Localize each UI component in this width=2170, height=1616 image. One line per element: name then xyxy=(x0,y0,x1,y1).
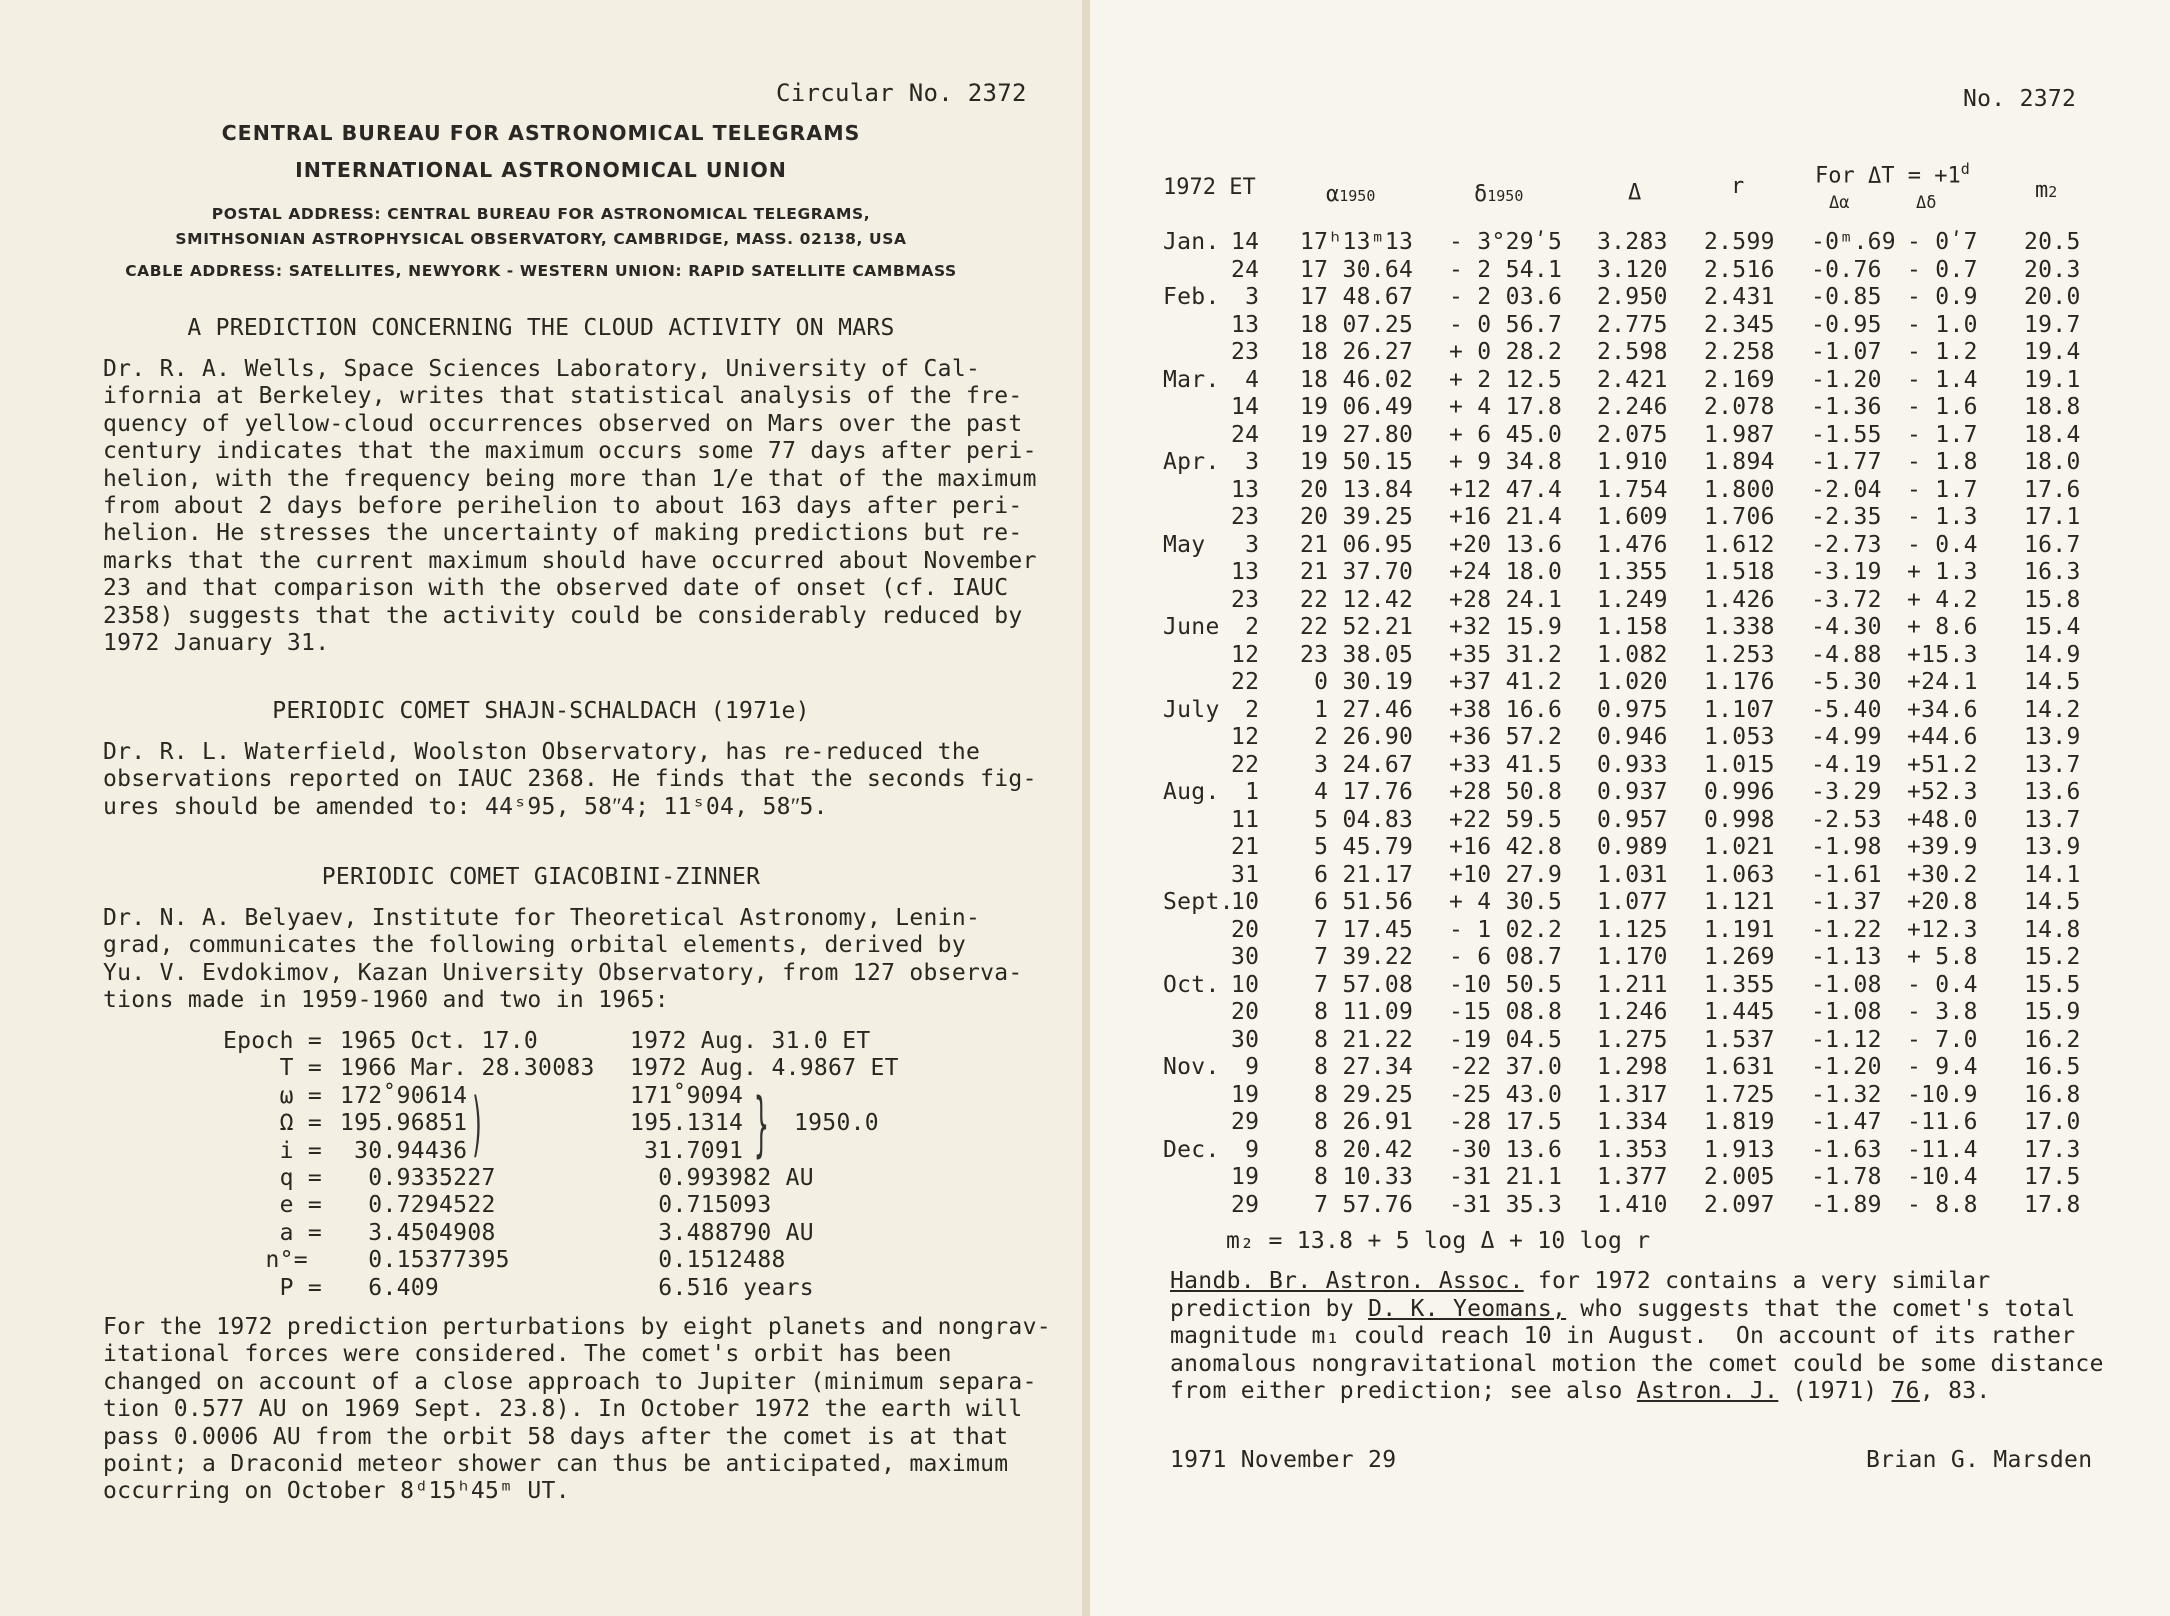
postal-address-line1: POSTAL ADDRESS: CENTRAL BUREAU FOR ASTRONOMICAL TELEGRAMS, xyxy=(211,205,871,223)
orbital-elements-1972: 1972 Aug. 31.0 ET 1972 Aug. 4.9867 ET 171˚9094 195.1314 31.7091 0.993982 AU 0.715093 3.488790 AU 0.1512488 6.516 years xyxy=(630,1028,899,1301)
shajn-section-text: Dr. R. L. Waterfield, Woolston Observatory, has re-reduced the observations reported on IAUC 2368. He finds that the seconds fig- ures should be amended to: 44ˢ95, 58ʺ4; 11ˢ04, 58ʺ5. xyxy=(103,739,1037,820)
ephemeris-dalpha-column: -0ᵐ.69 -0.76 -0.85 -0.95 -1.07 -1.20 -1.36 -1.55 -1.77 -2.04 -2.35 -2.73 -3.19 -3.72 -4.30 -4.88 -5.30 -5.40 -4.99 -4.19 -3.29 -2.53 -1.98 -1.61 -1.37 -1.22 -1.13 -1.08 -1.08 -1.12 -1.20 -1.32 -1.47 -1.63 -1.78 -1.89 xyxy=(1811,229,1896,1218)
header-ddelta: Δδ xyxy=(1916,193,1937,213)
ephemeris-ra-column: 17ʰ13ᵐ13 17 30.64 17 48.67 18 07.25 18 26.27 18 46.02 19 06.49 19 27.80 19 50.15 20 13.84 20 39.25 21 06.95 21 37.70 22 12.42 22 52.21 23 38.05 0 30.19 1 27.46 2 26.90 3 24.67 4 17.76 5 04.83 5 45.79 6 21.17 6 51.56 7 17.45 7 39.22 7 57.08 8 11.09 8 21.22 8 27.34 8 29.25 8 26.91 8 20.42 8 10.33 7 57.76 xyxy=(1300,229,1414,1218)
brace-left: ) xyxy=(470,1083,485,1165)
ephemeris-day-column: 14 24 3 13 23 4 14 24 3 13 23 3 13 23 2 12 22 2 12 22 1 11 21 31 10 20 30 10 20 30 9 19 29 9 19 29 xyxy=(1231,229,1260,1218)
mars-section-text: Dr. R. A. Wells, Space Sciences Laboratory, University of Cal- ifornia at Berkeley, writes that statistical analysis of the fre- quency of yellow-cloud occurrences observed on Mars over the past century indicates that the maximum occurs some 77 days after peri- helion, with the frequency being more than 1/e that of the maximum from about 2 days before perihelion to about 163 days after peri- helion. He stresses the uncertainty of making predictions but re- marks that the current maximum should have occurred about November 23 and that comparison with the observed date of onset (cf. IAUC 2358) suggests that the activity could be considerably reduced by 1972 January 31. xyxy=(103,356,1037,657)
ref-yeomans: D. K. Yeomans, xyxy=(1368,1295,1567,1322)
giacobini-section-title: PERIODIC COMET GIACOBINI-ZINNER xyxy=(321,864,761,890)
header-ra: α1950 xyxy=(1326,182,1376,207)
header-r: r xyxy=(1731,174,1745,199)
closing-note: Handb. Br. Astron. Assoc. for 1972 contains a very similar prediction by D. K. Yeomans, who suggests that the comet's total magnitude m₁ could reach 10 in August. On account of its rather anomalous nongravitational motion the comet could be some distance from either prediction; see also Astron. J. (1971) 76, 83. xyxy=(1170,1268,2104,1404)
closing-text: For the 1972 prediction perturbations by eight planets and nongrav- itational forces were considered. The comet's orbit has been changed on account of a close approach to Jupiter (minimum separa- tion 0.577 AU on 1969 Sept. 23.8). In October 1972 the earth will pass 0.0006 AU from the orbit 58 days after the comet is at that point; a Draconid meteor shower can thus be anticipated, maximum occurring on October 8ᵈ15ʰ45ᵐ UT. xyxy=(103,1314,1051,1505)
ephemeris-m2-column: 20.5 20.3 20.0 19.7 19.4 19.1 18.8 18.4 18.0 17.6 17.1 16.7 16.3 15.8 15.4 14.9 14.5 14.2 13.9 13.7 13.6 13.7 13.9 14.1 14.5 14.8 15.2 15.5 15.9 16.2 16.5 16.8 17.0 17.3 17.5 17.8 xyxy=(2024,229,2081,1218)
ref-handbook: Handb. Br. Astron. Assoc. xyxy=(1170,1268,1524,1294)
shajn-section-title: PERIODIC COMET SHAJN-SCHALDACH (1971e) xyxy=(272,698,810,724)
orbital-elements-1965: 1965 Oct. 17.0 1966 Mar. 28.30083 172˚90614 195.96851 30.94436 0.9335227 0.7294522 3.4504908 0.15377395 6.409 xyxy=(340,1028,595,1301)
header-dalpha: Δα xyxy=(1829,193,1850,213)
header-dec: δ1950 xyxy=(1474,182,1524,207)
header-m2: m2 xyxy=(2035,178,2058,203)
header-delta: Δ xyxy=(1628,180,1642,205)
page-gutter xyxy=(1082,0,1090,1616)
header-for-delta-t: For $\Delta T = +1^d$ xyxy=(1815,160,1970,189)
postal-address-line2: SMITHSONIAN ASTROPHYSICAL OBSERVATORY, CAMBRIDGE, MASS. 02138, USA xyxy=(175,230,907,248)
ephemeris-ddelta-column: - 0ʹ7 - 0.7 - 0.9 - 1.0 - 1.2 - 1.4 - 1.6 - 1.7 - 1.8 - 1.7 - 1.3 - 0.4 + 1.3 + 4.2 + 8.6 +15.3 +24.1 +34.6 +44.6 +51.2 +52.3 +48.0 +39.9 +30.2 +20.8 +12.3 + 5.8 - 0.4 - 3.8 - 7.0 - 9.4 -10.9 -11.6 -11.4 -10.4 - 8.8 xyxy=(1907,229,1978,1218)
circular-number: Circular No. 2372 xyxy=(776,79,1027,107)
header-date: 1972 ET xyxy=(1163,175,1256,200)
signature: Brian G. Marsden xyxy=(1866,1447,2093,1473)
ref-volume: 76 xyxy=(1891,1378,1920,1404)
cable-address: CABLE ADDRESS: SATELLITES, NEWYORK - WESTERN UNION: RAPID SATELLITE CAMBMASS xyxy=(125,262,957,280)
ref-astron-j: Astron. J. xyxy=(1636,1378,1779,1404)
mars-section-title: A PREDICTION CONCERNING THE CLOUD ACTIVITY ON MARS xyxy=(187,315,895,341)
orbital-element-labels: Epoch = T = ω = Ω = i = q = e = a = n°= P = xyxy=(223,1028,323,1301)
magnitude-formula: m₂ = 13.8 + 5 log Δ + 10 log r xyxy=(1226,1228,1651,1254)
giacobini-section-text: Dr. N. A. Belyaev, Institute for Theoretical Astronomy, Lenin- grad, communicates the following orbital elements, derived by Yu. V. Evdokimov, Kazan University Observatory, from 127 observa- tions made in 1959-1960 and two in 1965: xyxy=(103,905,1023,1014)
equinox-label: 1950.0 xyxy=(794,1110,879,1136)
ephemeris-dec-column: - 3°29ʹ5 - 2 54.1 - 2 03.6 - 0 56.7 + 0 28.2 + 2 12.5 + 4 17.8 + 6 45.0 + 9 34.8 +12 47.4 +16 21.4 +20 13.6 +24 18.0 +28 24.1 +32 15.9 +35 31.2 +37 41.2 +38 16.6 +36 57.2 +33 41.5 +28 50.8 +22 59.5 +16 42.8 +10 27.9 + 4 30.5 - 1 02.2 - 6 08.7 -10 50.5 -15 08.8 -19 04.5 -22 37.0 -25 43.0 -28 17.5 -30 13.6 -31 21.1 -31 35.3 xyxy=(1449,229,1563,1218)
right-circular-number: No. 2372 xyxy=(1963,86,2077,112)
brace-right: } xyxy=(754,1083,769,1165)
ephemeris-month-column: Jan. Feb. Mar. Apr. May June July Aug. Sept. Oct. Nov. Dec. xyxy=(1163,229,1234,1163)
union-header: INTERNATIONAL ASTRONOMICAL UNION xyxy=(295,158,787,182)
circular-date: 1971 November 29 xyxy=(1170,1447,1397,1473)
bureau-header: CENTRAL BUREAU FOR ASTRONOMICAL TELEGRAMS xyxy=(221,121,861,145)
left-page xyxy=(0,0,1082,1616)
ephemeris-r-column: 2.599 2.516 2.431 2.345 2.258 2.169 2.078 1.987 1.894 1.800 1.706 1.612 1.518 1.426 1.338 1.253 1.176 1.107 1.053 1.015 0.996 0.998 1.021 1.063 1.121 1.191 1.269 1.355 1.445 1.537 1.631 1.725 1.819 1.913 2.005 2.097 xyxy=(1704,229,1775,1218)
ephemeris-delta-column: 3.283 3.120 2.950 2.775 2.598 2.421 2.246 2.075 1.910 1.754 1.609 1.476 1.355 1.249 1.158 1.082 1.020 0.975 0.946 0.933 0.937 0.957 0.989 1.031 1.077 1.125 1.170 1.211 1.246 1.275 1.298 1.317 1.334 1.353 1.377 1.410 xyxy=(1597,229,1668,1218)
